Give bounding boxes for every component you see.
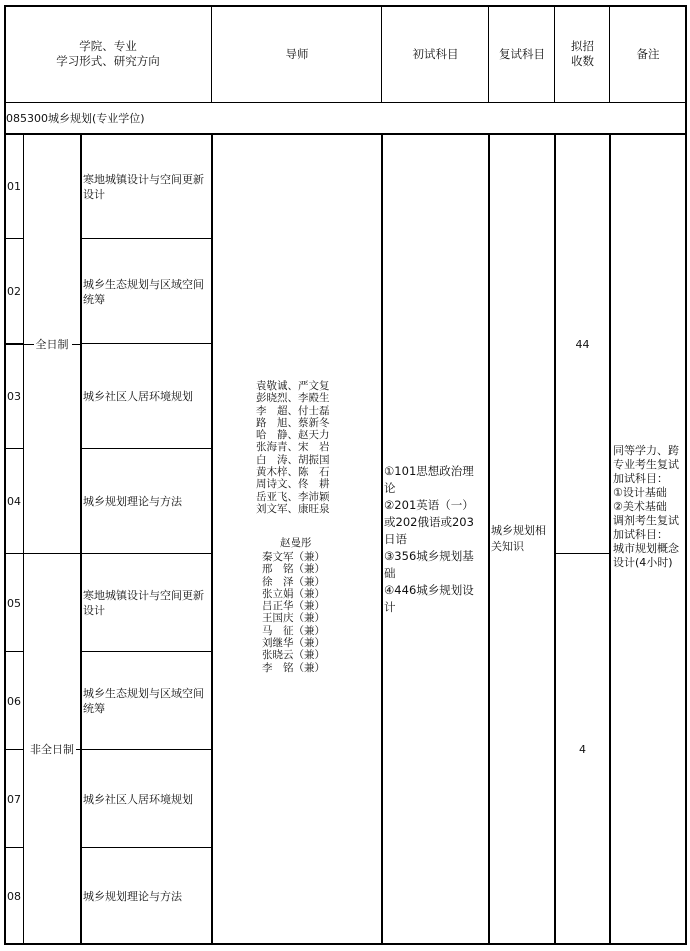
direction-name: 城乡生态规划与区域空间统筹 — [83, 687, 204, 715]
header-quota-line1: 拟招 — [571, 39, 594, 53]
direction-code: 03 — [7, 390, 21, 403]
advisor-name-line: 岳亚飞、李沛颖 — [256, 490, 330, 503]
remarks-text: 同等学力、跨专业考生复试加试科目： ①设计基础 ②美术基础 调剂考生复试加试科目： 城市规划概念设计(4小时) — [613, 444, 679, 569]
remarks-cell — [613, 444, 686, 644]
row-sep — [80, 847, 212, 848]
row-sep — [80, 238, 212, 239]
col-sep-advisor — [211, 5, 212, 103]
study-mode-fulltime: 全日制 — [35, 337, 69, 351]
row-sep — [4, 847, 24, 848]
direction-code: 08 — [7, 889, 21, 903]
row-sep — [80, 651, 212, 652]
advisor-adjunct-line: 张立娟（兼） — [262, 587, 325, 600]
header-advisor-label: 导师 — [285, 46, 309, 61]
quota-fulltime: 44 — [575, 337, 590, 351]
header-remarks — [610, 5, 686, 103]
advisor-adjunct-line: 秦文军（兼） — [262, 551, 325, 563]
mode-tick — [6, 749, 24, 750]
advisor-name-line: 哈 静、赵天力 — [256, 429, 330, 442]
table-border-left — [4, 5, 6, 945]
direction-code: 05 — [7, 596, 21, 610]
direction-name: 城乡社区人居环境规划 — [83, 390, 193, 403]
col-sep-advisor-body — [211, 134, 213, 944]
quota-divider — [554, 553, 611, 554]
advisor-adjunct-line: 张晓云（兼） — [262, 649, 325, 662]
col-sep-remarks-body — [609, 134, 611, 944]
exam-initial-cell — [384, 134, 487, 944]
header-exam-initial — [382, 5, 489, 103]
direction-code: 01 — [7, 180, 21, 193]
advisor-adjunct-line: 李 铭（兼） — [262, 661, 325, 674]
study-mode-parttime: 非全日制 — [30, 742, 74, 756]
advisor-name-line: 彭晓烈、李殿生 — [256, 392, 330, 405]
col-sep-direction — [80, 134, 82, 944]
advisor-name-line: 白 涛、胡振国 — [256, 453, 330, 466]
header-exam-retest-label: 复试科目 — [499, 46, 545, 61]
header-quota — [555, 5, 610, 103]
advisor-name-line: 黄木梓、陈 石 — [256, 466, 330, 479]
col-sep-code — [23, 134, 24, 944]
row-sep — [4, 651, 24, 652]
advisor-adjunct-line: 刘继华（兼） — [262, 637, 325, 650]
quota-parttime: 4 — [579, 742, 586, 756]
mode-tick — [6, 344, 34, 345]
direction-name: 城乡规划理论与方法 — [83, 495, 182, 508]
advisor-name-line: 刘文军、康旺泉 — [256, 502, 330, 515]
table-border-bottom — [4, 943, 687, 945]
advisor-name-line: 周诗文、佟 耕 — [256, 478, 330, 491]
row-sep — [80, 448, 212, 449]
mode-tick — [72, 344, 80, 345]
advisor-name-line: 袁敬诚、严文复 — [256, 380, 330, 392]
advisor-adjunct-line: 王国庆（兼） — [262, 612, 325, 625]
col-sep-exam-retest — [488, 5, 489, 103]
table-border-top — [4, 5, 687, 7]
row-sep — [4, 238, 24, 239]
direction-name: 城乡社区人居环境规划 — [83, 792, 193, 806]
advisor-adjunct-line: 邢 铭（兼） — [262, 563, 325, 576]
header-exam-retest — [489, 5, 555, 103]
header-advisor — [212, 5, 382, 103]
header-remarks-label: 备注 — [636, 46, 660, 61]
direction-code: 02 — [7, 285, 21, 298]
col-sep-exam-initial-body — [381, 134, 383, 944]
col-sep-exam-initial — [381, 5, 382, 103]
major-title-divider — [4, 133, 687, 135]
direction-name: 寒地城镇设计与空间更新设计 — [83, 172, 204, 201]
row-sep — [4, 448, 24, 449]
header-quota-line2: 收数 — [571, 54, 594, 68]
header-exam-initial-label: 初试科目 — [412, 46, 459, 61]
advisor-name-line: 张海青、宋 岩 — [256, 441, 330, 454]
advisor-adjunct-line: 徐 泽（兼） — [262, 575, 325, 588]
advisor-adjunct-line: 马 征（兼） — [262, 624, 325, 637]
header-divider — [4, 102, 687, 103]
major-title-text: 085300城乡规划(专业学位) — [6, 112, 145, 125]
col-sep-quota-body — [554, 134, 556, 944]
row-sep — [80, 343, 212, 344]
col-sep-quota — [554, 5, 555, 103]
exam-initial-text: ①101思想政治理论 ②201英语（一）或202俄语或203日语 ③356城乡规划基础 ④446城乡规划设计 — [384, 463, 474, 614]
exam-retest-cell — [491, 134, 553, 944]
direction-code: 04 — [7, 495, 21, 508]
header-program-line1: 学院、专业 — [79, 39, 137, 53]
col-sep-exam-retest-body — [488, 134, 490, 944]
advisor-name-line: 李 超、付士磊 — [256, 404, 330, 417]
col-sep-remarks — [609, 5, 610, 103]
direction-code: 07 — [7, 792, 21, 806]
mode-tick — [76, 749, 80, 750]
row-sep — [80, 749, 212, 750]
advisor-adjunct-lines — [262, 551, 362, 674]
exam-retest-text: 城乡规划相关知识 — [491, 524, 546, 553]
advisor-name-line: 路 旭、蔡新冬 — [256, 416, 330, 429]
direction-name: 寒地城镇设计与空间更新设计 — [83, 589, 204, 617]
header-program — [4, 5, 212, 103]
major-title — [6, 103, 606, 134]
advisor-center-line: 赵曼彤 — [280, 537, 312, 549]
advisor-list — [212, 380, 382, 710]
table-border-right — [685, 5, 687, 945]
advisor-main-lines — [256, 380, 366, 515]
study-mode-divider — [4, 553, 212, 554]
header-program-line2: 学习形式、研究方向 — [56, 54, 160, 68]
advisor-adjunct-line: 吕正华（兼） — [262, 600, 325, 613]
direction-name: 城乡规划理论与方法 — [83, 889, 182, 903]
direction-name: 城乡生态规划与区域空间统筹 — [83, 277, 204, 306]
direction-code: 06 — [7, 694, 21, 708]
